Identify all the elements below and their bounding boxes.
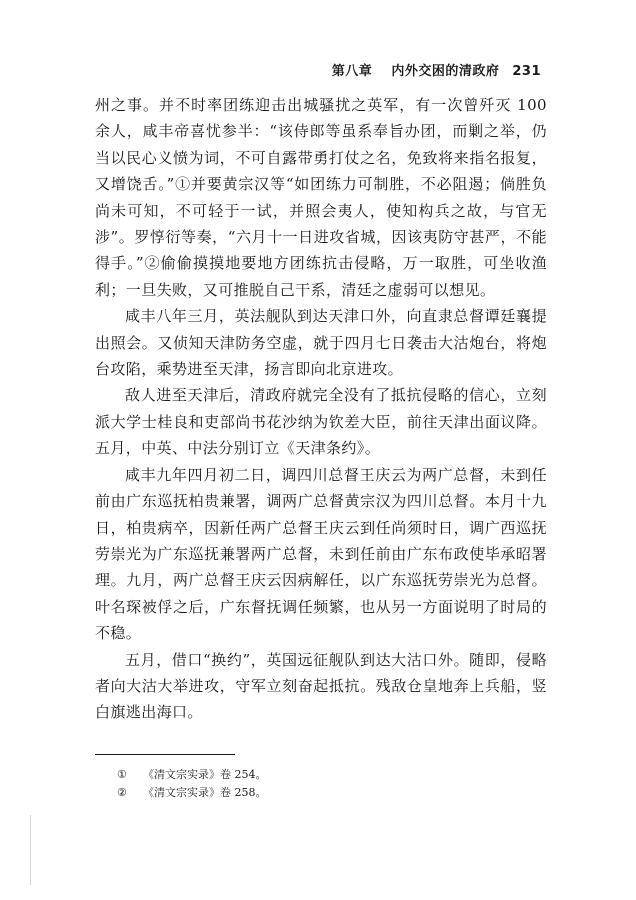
footnote — [117, 766, 517, 784]
paragraph: 咸丰八年三月，英法舰队到达天津口外，向直隶总督谭廷襄提出照会。又侦知天津防务空虚，就于四月七日袭击大沽炮台，将炮台攻陷，乘势进至天津，扬言即向北京进攻。 — [95, 307, 547, 379]
footnote-divider — [95, 754, 235, 755]
chapter-label: 第八章 — [331, 64, 373, 79]
paragraph: 五月，借口“换约”，英国远征舰队到达大沽口外。随即，侵略者向大沽大举进攻，守军立刻奋起抵抗。残敌仓皇地奔上兵船，竖白旗逃出海口。 — [95, 650, 547, 722]
footnotes — [117, 766, 517, 802]
paragraph-continued: 州之事。并不时率团练迎击出城骚扰之英军，有一次曾歼灭 100 余人，咸丰帝喜忧参半：“该侍郎等虽系奉旨办团，而剿之举，仍当以民心义愤为词，不可自露带勇打仗之名，免致将来指名报复，又增饶舌。”①并要黄宗汉等“如团练力可制胜，不必阻遏；倘胜负尚未可知，不可轻于一试，并照会夷人，使知构兵之故，与官无涉”。罗惇衍等奏，“六月十一日进攻省城，因该夷防守甚严，不能得手。”②偷偷摸摸地要地方团练抗击侵略，万一取胜，可坐收渔利；一旦失败，又可推脱自己干系，清廷之虚弱可以想见。 — [95, 96, 547, 299]
paragraph: 咸丰九年四月初二日，调四川总督王庆云为两广总督，未到任前由广东巡抚柏贵兼署，调两广总督黄宗汉为四川总督。本月十九日，柏贵病卒，因新任两广总督王庆云到任尚须时日，调广西巡抚劳崇光为广东巡抚兼署两广总督，未到任前由广东布政使毕承昭署理。九月，两广总督王庆云因病解任，以广东巡抚劳崇光为总督。叶名琛被俘之后，广东督抚调任频繁，也从另一方面说明了时局的不稳。 — [95, 465, 547, 643]
footnote-text: 《清文宗实录》卷 258。 — [143, 786, 267, 799]
footnote-text: 《清文宗实录》卷 254。 — [143, 768, 267, 781]
body-text — [95, 92, 547, 726]
paragraph: 敌人进至天津后，清政府就完全没有了抵抗侵略的信心，立刻派大学士桂良和吏部尚书花沙纳为钦差大臣，前往天津出面议降。五月，中英、中法分别订立《天津条约》。 — [95, 386, 547, 458]
scan-artifact-line — [30, 815, 31, 885]
chapter-title: 内外交困的清政府 — [391, 64, 500, 79]
page-number: 231 — [512, 64, 541, 79]
footnote-mark: ① — [117, 768, 127, 781]
footnote — [117, 784, 517, 802]
footnote-mark: ② — [117, 786, 127, 799]
running-header — [332, 60, 541, 79]
